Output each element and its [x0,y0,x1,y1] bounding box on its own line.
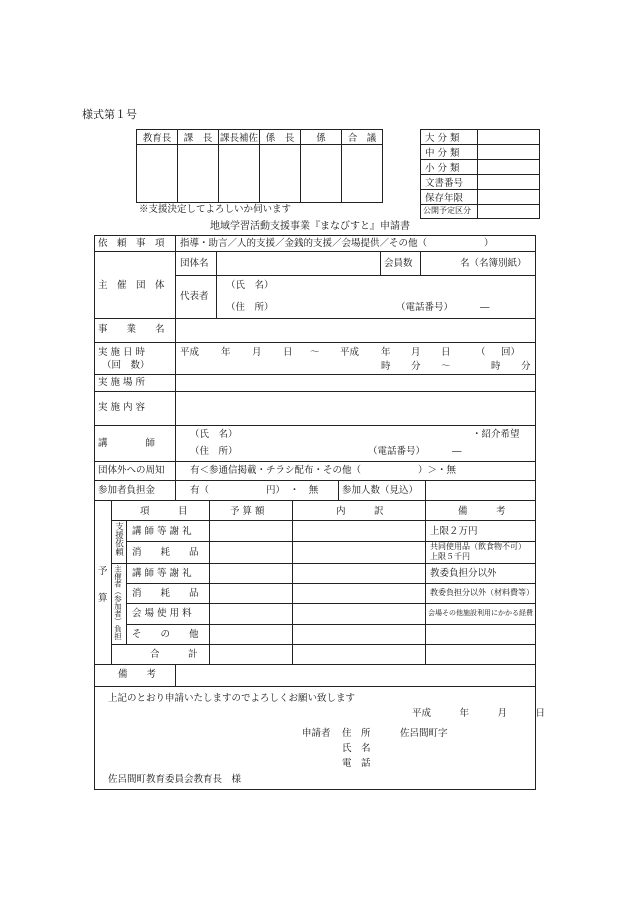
budget-item-name: 講 師 等 謝 礼 [132,568,192,579]
budget-total-label: 合 計 [150,649,198,660]
rep-phone-dash: ― [480,302,490,313]
place-field[interactable] [177,376,534,390]
date-tilde: ～ [310,347,320,358]
class-label: 保存年限 [421,190,478,205]
approval-header: 係 [301,130,342,145]
classification-table [420,129,540,219]
class-label: 公開予定区分 [421,205,478,219]
budget-char: 予 [98,566,108,577]
label-members: 会員数 [384,258,413,269]
rep-phone-label: （電話番号） [396,302,454,313]
request-options[interactable]: 指導・助言／人的支援／金銭的支援／会場提供／その他（ ） [180,238,494,249]
approval-header: 合 議 [342,130,383,145]
form-number: 様式第１号 [82,108,137,121]
label-request: 依 頼 事 項 [98,238,165,249]
approval-header: 課長補佐 [219,130,260,145]
time-minute: 分 [521,361,531,372]
label-fee: 参加者負担金 [98,485,156,496]
approval-note: ※支援決定してよろしいか伺います [139,204,292,215]
label-place: 実 施 場 所 [98,377,146,388]
class-label: 中 分 類 [421,145,478,160]
budget-item-name: そ の 他 [132,629,199,640]
class-label: 大 分 類 [421,130,478,145]
budget-group-support: 支援依頼 [113,522,124,556]
fee-options[interactable]: 有（ 円） ・ 無 [190,485,319,496]
class-value[interactable] [478,205,540,219]
budget-group-sponsor: 主催者（参加者）負担 [113,565,123,640]
lecturer-name-label: （氏 名） [190,429,238,440]
budget-item-note: 教委負担分以外 [430,568,497,579]
applicant-town[interactable]: 佐呂間町字 [400,728,448,739]
date-month: 月 [411,347,421,358]
application-statement: 上記のとおり申請いたしますのでよろしくお願い致します [108,693,356,704]
budget-item-name: 消 耗 品 [132,547,199,558]
class-value[interactable] [478,145,540,160]
application-date[interactable]: 平成 年 月 日 [412,708,546,719]
approval-header: 課 長 [178,130,219,145]
time-hour: 時 [381,361,391,372]
remarks-field[interactable] [177,666,534,685]
class-label: 文書番号 [421,175,478,190]
label-publicity: 団体外への周知 [98,465,165,476]
label-applicant-name: 氏 名 [342,743,371,754]
time-minute: 分 [411,361,421,372]
budget-item-note: 上限２万円 [430,526,478,537]
date-era-start: 平成 [180,347,200,358]
label-remarks: 備 考 [118,669,157,680]
approval-header: 係 長 [260,130,301,145]
date-era-end: 平成 [340,347,360,358]
lecturer-address-label: （住 所） [190,446,238,457]
count-open-paren: （ [476,347,486,358]
label-count: （回 数） [102,360,150,371]
stamp-cell[interactable] [301,145,342,203]
label-applicant: 申請者 [302,728,331,739]
lecturer-phone-dash: ― [452,446,462,457]
budget-item-note: 教委負担分以外（材料費等） [430,588,534,597]
participants-field[interactable] [427,482,534,499]
budget-header-breakdown: 内 訳 [336,506,384,517]
budget-item-name: 消 耗 品 [132,588,199,599]
date-day: 日 [441,347,451,358]
label-dates: 実 施 日 時 [98,347,146,358]
budget-breakdown-column[interactable] [294,522,424,662]
label-representative: 代表者 [180,291,209,302]
label-participants: 参加人数（見込） [342,485,419,496]
budget-item-note: 会場その他施設利用にかかる経費 [428,609,533,617]
time-tilde: ～ [441,361,451,372]
date-day: 日 [283,347,293,358]
label-content: 実 施 内 容 [98,402,146,413]
stamp-cell[interactable] [260,145,301,203]
label-project: 事 業 名 [98,324,165,335]
budget-item-note-limit: 上限５千円 [430,552,470,561]
addressee: 佐呂間町教育委員会教育長 様 [108,774,242,785]
date-year: 年 [221,347,231,358]
approval-table [136,129,383,203]
budget-header-amount: 予 算 額 [230,506,265,517]
budget-amount-column[interactable] [211,522,291,662]
project-name-field[interactable] [177,320,534,340]
stamp-cell[interactable] [219,145,260,203]
stamp-cell[interactable] [342,145,383,203]
group-name-field[interactable] [218,253,378,273]
stamp-cell[interactable] [137,145,178,203]
label-sponsor: 主 催 団 体 [98,280,165,291]
lecturer-intro[interactable]: ・紹介希望 [472,429,520,440]
rep-address-label: （住 所） [226,302,274,313]
stamp-cell[interactable] [178,145,219,203]
time-hour: 時 [491,361,501,372]
budget-header-note: 備 考 [458,506,506,517]
class-value[interactable] [478,190,540,205]
class-value[interactable] [478,160,540,175]
count-times: 回） [501,347,521,358]
budget-item-name: 会 場 使 用 料 [132,608,192,619]
class-value[interactable] [478,130,540,145]
form-title: 地域学習活動支援事業『まなびすと』申請書 [210,221,410,232]
members-value[interactable]: 名（名簿別紙） [460,258,527,269]
rep-name-label: （氏 名） [226,280,274,291]
content-field[interactable] [177,393,534,424]
label-applicant-address: 住 所 [342,728,371,739]
date-year: 年 [381,347,391,358]
budget-char: 算 [98,593,108,604]
class-value[interactable] [478,175,540,190]
label-group-name: 団体名 [180,258,209,269]
label-lecturer: 講 師 [98,438,156,449]
approval-header: 教育長 [137,130,178,145]
publicity-options[interactable]: 有＜参通信掲載・チラシ配布・その他（ ）＞・無 [190,465,457,476]
class-label: 小 分 類 [421,160,478,175]
budget-item-name: 講 師 等 謝 礼 [132,526,192,537]
date-month: 月 [252,347,262,358]
budget-item-note: 共同使用品（飲食物不可） [430,542,526,551]
lecturer-phone-label: （電話番号） [368,446,426,457]
budget-header-item: 項 目 [140,506,188,517]
label-applicant-phone: 電 話 [342,758,371,769]
